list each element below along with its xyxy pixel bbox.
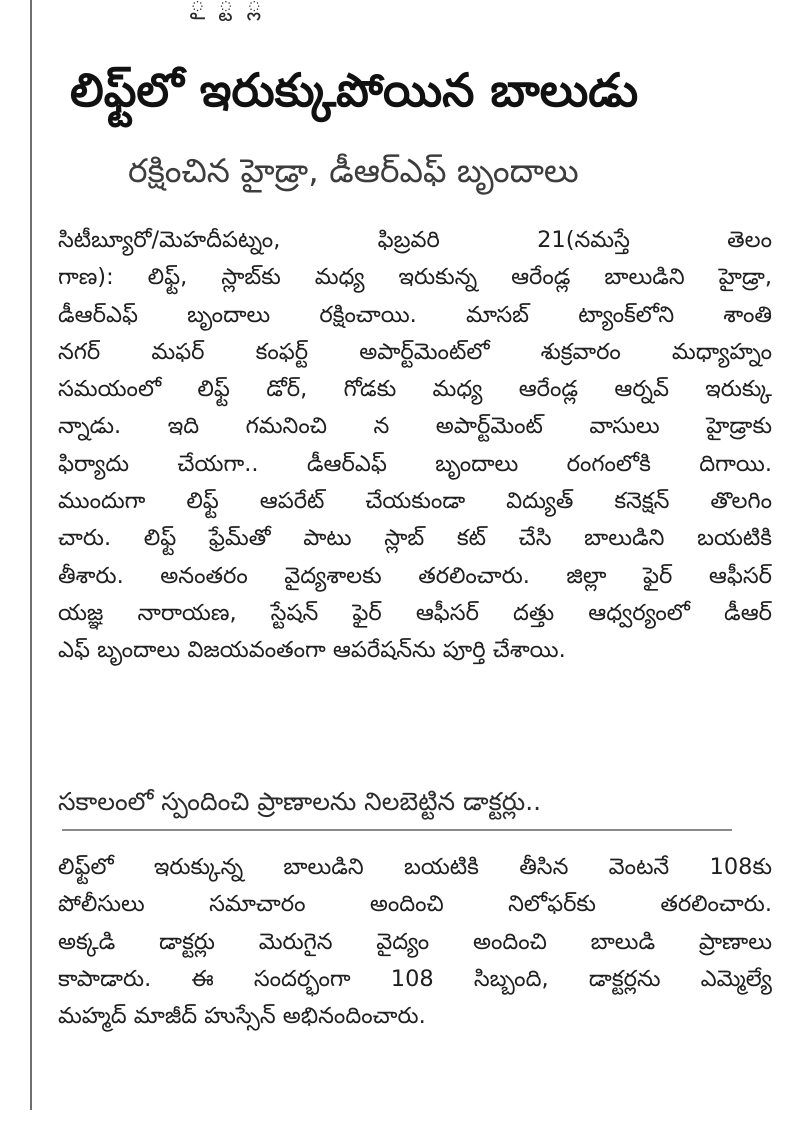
section-underline <box>62 829 732 831</box>
article-line: యజ్ఞ నారాయణ, స్టేషన్ ఫైర్ ఆఫీసర్ దత్తు ఆధ్వర్యంలో డీఆర్ <box>58 599 772 626</box>
subheadline: రక్షించిన హైడ్రా, డీఆర్ఎఫ్ బృందాలు <box>128 151 579 190</box>
article-line: మహ్మద్ మాజీద్ హుస్సేన్ అభినందించారు. <box>58 1003 426 1030</box>
article-paragraph-1 <box>58 222 772 670</box>
article-line: కాపాడారు. ఈ సందర్భంగా 108 సిబ్బంది, డాక్టర్లను ఎమ్మెల్యే <box>58 965 772 992</box>
column-divider-line <box>30 0 32 1110</box>
article-line: ముందుగా లిఫ్ట్ ఆపరేట్ చేయకుండా విద్యుత్ కనెక్షన్ తొలగిం <box>58 488 772 515</box>
section-heading: సకాలంలో స్పందించి ప్రాణాలను నిలబెట్టిన డాక్టర్లు.. <box>58 787 542 816</box>
article-line: ఫిర్యాదు చేయగా.. డీఆర్ఎఫ్ బృందాలు రంగంలోకి దిగాయి. <box>58 450 772 477</box>
headline: లిఫ్ట్‌లో ఇరుక్కుపోయిన బాలుడు <box>70 63 639 117</box>
cropped-previous-text: ౖ ్ట ్ల <box>190 0 268 18</box>
article-line: అక్కడి డాక్టర్లు మెరుగైన వైద్యం అందించి బాలుడి ప్రాణాలు <box>58 928 772 955</box>
article-line: సిటీబ్యూరో/మెహదీపట్నం, ఫిబ్రవరి 21(నమస్తే తెలం <box>58 227 772 253</box>
article-line: డీఆర్ఎఫ్ బృందాలు రక్షించాయి. మాసబ్ ట్యాంక్‌లోని శాంతి <box>58 301 772 328</box>
article-line: తీశారు. అనంతరం వైద్యశాలకు తరలించారు. జిల్లా ఫైర్ ఆఫీసర్ <box>58 562 772 589</box>
article-line: చారు. లిఫ్ట్ ఫ్రేమ్‌తో పాటు స్లాబ్ కట్ చేసి బాలుడిని బయటికి <box>58 525 772 552</box>
article-line: పోలీసులు సమాచారం అందించి నిలోఫర్‌కు తరలించారు. <box>58 891 772 918</box>
article-line: నగర్ మఫర్ కంఫర్ట్ అపార్ట్‌మెంట్‌లో శుక్రవారం మధ్యాహ్నం <box>58 338 772 365</box>
article-paragraph-2 <box>58 849 772 1035</box>
article-line: ఎఫ్ బృందాలు విజయవంతంగా ఆపరేషన్‌ను పూర్తి చేశాయి. <box>58 637 566 664</box>
article-line: లిఫ్ట్‌లో ఇరుక్కున్న బాలుడిని బయటికి తీసిన వెంటనే 108కు <box>58 854 772 880</box>
article-line: సమయంలో లిఫ్ట్ డోర్, గోడకు మధ్య ఆరేండ్ల ఆర్నవ్ ఇరుక్కు <box>58 376 772 403</box>
article-line: గాణ): లిఫ్ట్, స్లాబ్‌కు మధ్య ఇరుకున్న ఆరేండ్ల బాలుడిని హైడ్రా, <box>58 264 772 291</box>
article-line: న్నాడు. ఇది గమనించి న అపార్ట్‌మెంట్ వాసులు హైడ్రాకు <box>58 413 772 440</box>
